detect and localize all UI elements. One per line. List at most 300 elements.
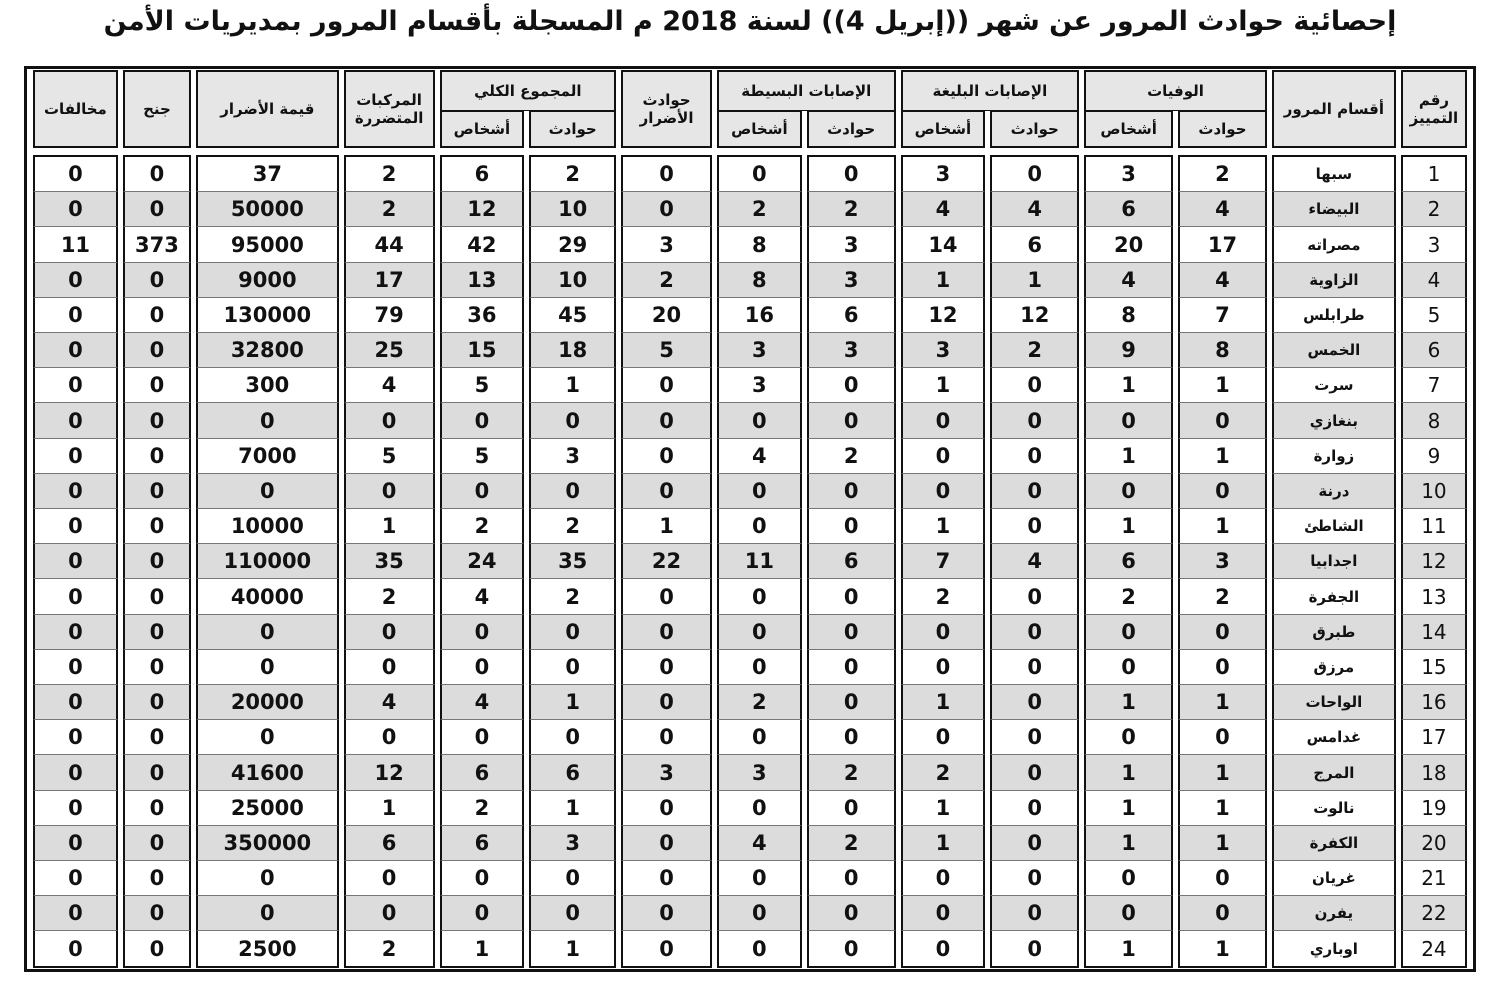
- simple-persons-cell: 0: [717, 403, 802, 438]
- severe-persons-cell: 2: [901, 755, 986, 790]
- severe-accidents-cell: 1: [990, 263, 1079, 298]
- table-row: [33, 509, 1467, 544]
- deaths-persons-cell: 20: [1084, 227, 1173, 262]
- misdemeanors-cell: 0: [123, 155, 191, 192]
- severe-accidents-cell: 0: [990, 931, 1079, 968]
- table-row: [33, 720, 1467, 755]
- misdemeanors-cell: 0: [123, 826, 191, 861]
- simple-persons-cell: 0: [717, 509, 802, 544]
- severe-accidents-cell: 0: [990, 720, 1079, 755]
- violations-cell: 0: [33, 509, 118, 544]
- row-number-cell: 12: [1401, 544, 1467, 579]
- table-row: [33, 650, 1467, 685]
- deaths-accidents-cell: 1: [1178, 685, 1267, 720]
- row-number-cell: 3: [1401, 227, 1467, 262]
- damaged-vehicles-cell: 0: [344, 896, 435, 931]
- violations-cell: 0: [33, 931, 118, 968]
- damage-value-cell: 7000: [196, 439, 339, 474]
- simple-accidents-cell: 0: [807, 720, 896, 755]
- deaths-accidents-cell: 4: [1178, 192, 1267, 227]
- header-simple-injuries: الإصابات البسيطة: [717, 70, 896, 111]
- simple-persons-cell: 0: [717, 896, 802, 931]
- section-name-cell: غدامس: [1272, 720, 1396, 755]
- severe-accidents-cell: 0: [990, 685, 1079, 720]
- header-total: المجموع الكلي: [440, 70, 617, 111]
- deaths-accidents-cell: 0: [1178, 861, 1267, 896]
- deaths-accidents-cell: 4: [1178, 263, 1267, 298]
- violations-cell: 0: [33, 755, 118, 790]
- total-persons-cell: 0: [440, 474, 525, 509]
- deaths-persons-cell: 0: [1084, 403, 1173, 438]
- total-persons-cell: 4: [440, 579, 525, 614]
- table-row: [33, 155, 1467, 192]
- header-deaths: الوفيات: [1084, 70, 1267, 111]
- row-number-cell: 11: [1401, 509, 1467, 544]
- damage-value-cell: 41600: [196, 755, 339, 790]
- header-number: رقم التمييز: [1401, 70, 1467, 148]
- row-number-cell: 7: [1401, 368, 1467, 403]
- simple-persons-cell: 4: [717, 826, 802, 861]
- damage-value-cell: 350000: [196, 826, 339, 861]
- simple-persons-cell: 2: [717, 192, 802, 227]
- misdemeanors-cell: 0: [123, 579, 191, 614]
- misdemeanors-cell: 0: [123, 474, 191, 509]
- damaged-vehicles-cell: 0: [344, 615, 435, 650]
- row-number-cell: 24: [1401, 931, 1467, 968]
- total-persons-cell: 0: [440, 720, 525, 755]
- damaged-vehicles-cell: 2: [344, 155, 435, 192]
- severe-accidents-cell: 0: [990, 650, 1079, 685]
- damage-value-cell: 20000: [196, 685, 339, 720]
- severe-persons-cell: 0: [901, 720, 986, 755]
- table-row: [33, 931, 1467, 968]
- row-number-cell: 14: [1401, 615, 1467, 650]
- severe-persons-cell: 3: [901, 333, 986, 368]
- misdemeanors-cell: 0: [123, 931, 191, 968]
- severe-accidents-cell: 0: [990, 755, 1079, 790]
- section-name-cell: طرابلس: [1272, 298, 1396, 333]
- row-number-cell: 15: [1401, 650, 1467, 685]
- damage-accidents-cell: 0: [621, 685, 712, 720]
- deaths-accidents-cell: 7: [1178, 298, 1267, 333]
- section-name-cell: سبها: [1272, 155, 1396, 192]
- header-violations: مخالفات: [33, 70, 118, 148]
- violations-cell: 0: [33, 263, 118, 298]
- damaged-vehicles-cell: 1: [344, 509, 435, 544]
- deaths-accidents-cell: 1: [1178, 791, 1267, 826]
- violations-cell: 0: [33, 791, 118, 826]
- severe-accidents-cell: 0: [990, 896, 1079, 931]
- violations-cell: 0: [33, 896, 118, 931]
- table-row: [33, 755, 1467, 790]
- section-name-cell: اجدابيا: [1272, 544, 1396, 579]
- simple-persons-cell: 0: [717, 861, 802, 896]
- severe-persons-cell: 2: [901, 579, 986, 614]
- table-row: [33, 474, 1467, 509]
- damaged-vehicles-cell: 2: [344, 192, 435, 227]
- damage-value-cell: 2500: [196, 931, 339, 968]
- misdemeanors-cell: 0: [123, 650, 191, 685]
- table-row: [33, 227, 1467, 262]
- total-accidents-cell: 29: [529, 227, 616, 262]
- row-number-cell: 13: [1401, 579, 1467, 614]
- deaths-persons-cell: 1: [1084, 368, 1173, 403]
- violations-cell: 0: [33, 333, 118, 368]
- simple-persons-cell: 3: [717, 368, 802, 403]
- simple-persons-cell: 8: [717, 227, 802, 262]
- table-row: [33, 685, 1467, 720]
- deaths-accidents-cell: 0: [1178, 615, 1267, 650]
- damage-accidents-cell: 0: [621, 861, 712, 896]
- section-name-cell: درنة: [1272, 474, 1396, 509]
- damage-value-cell: 50000: [196, 192, 339, 227]
- misdemeanors-cell: 0: [123, 791, 191, 826]
- simple-persons-cell: 4: [717, 439, 802, 474]
- violations-cell: 0: [33, 403, 118, 438]
- deaths-persons-cell: 6: [1084, 544, 1173, 579]
- simple-accidents-cell: 0: [807, 579, 896, 614]
- severe-persons-cell: 1: [901, 826, 986, 861]
- damage-accidents-cell: 0: [621, 155, 712, 192]
- total-accidents-cell: 0: [529, 403, 616, 438]
- severe-persons-cell: 7: [901, 544, 986, 579]
- section-name-cell: غريان: [1272, 861, 1396, 896]
- deaths-persons-cell: 3: [1084, 155, 1173, 192]
- total-persons-cell: 0: [440, 896, 525, 931]
- simple-accidents-cell: 2: [807, 192, 896, 227]
- damaged-vehicles-cell: 2: [344, 931, 435, 968]
- damaged-vehicles-cell: 0: [344, 403, 435, 438]
- total-accidents-cell: 1: [529, 931, 616, 968]
- row-number-cell: 10: [1401, 474, 1467, 509]
- simple-persons-cell: 16: [717, 298, 802, 333]
- simple-accidents-cell: 0: [807, 896, 896, 931]
- simple-accidents-cell: 6: [807, 544, 896, 579]
- row-number-cell: 22: [1401, 896, 1467, 931]
- violations-cell: 0: [33, 720, 118, 755]
- misdemeanors-cell: 0: [123, 509, 191, 544]
- misdemeanors-cell: 0: [123, 615, 191, 650]
- simple-accidents-cell: 0: [807, 685, 896, 720]
- table-row: [33, 263, 1467, 298]
- damage-value-cell: 0: [196, 720, 339, 755]
- damage-accidents-cell: 0: [621, 720, 712, 755]
- deaths-accidents-cell: 0: [1178, 896, 1267, 931]
- deaths-accidents-cell: 1: [1178, 368, 1267, 403]
- simple-accidents-cell: 0: [807, 474, 896, 509]
- row-number-cell: 19: [1401, 791, 1467, 826]
- table-body: [33, 155, 1467, 968]
- damage-accidents-cell: 0: [621, 439, 712, 474]
- deaths-persons-cell: 0: [1084, 650, 1173, 685]
- row-number-cell: 18: [1401, 755, 1467, 790]
- damaged-vehicles-cell: 4: [344, 368, 435, 403]
- damaged-vehicles-cell: 79: [344, 298, 435, 333]
- damage-accidents-cell: 1: [621, 509, 712, 544]
- damage-accidents-cell: 0: [621, 192, 712, 227]
- deaths-persons-cell: 1: [1084, 685, 1173, 720]
- simple-accidents-cell: 0: [807, 650, 896, 685]
- damage-value-cell: 110000: [196, 544, 339, 579]
- damage-value-cell: 0: [196, 650, 339, 685]
- deaths-accidents-cell: 0: [1178, 720, 1267, 755]
- total-accidents-cell: 18: [529, 333, 616, 368]
- misdemeanors-cell: 0: [123, 861, 191, 896]
- severe-persons-cell: 1: [901, 791, 986, 826]
- total-accidents-cell: 1: [529, 685, 616, 720]
- damage-value-cell: 0: [196, 474, 339, 509]
- subheader-persons: أشخاص: [440, 111, 525, 148]
- total-accidents-cell: 2: [529, 155, 616, 192]
- section-name-cell: الجفرة: [1272, 579, 1396, 614]
- severe-accidents-cell: 4: [990, 192, 1079, 227]
- section-name-cell: زوارة: [1272, 439, 1396, 474]
- damage-accidents-cell: 0: [621, 896, 712, 931]
- violations-cell: 0: [33, 298, 118, 333]
- total-persons-cell: 6: [440, 755, 525, 790]
- table-row: [33, 861, 1467, 896]
- deaths-accidents-cell: 0: [1178, 403, 1267, 438]
- total-persons-cell: 0: [440, 403, 525, 438]
- simple-persons-cell: 0: [717, 791, 802, 826]
- total-accidents-cell: 0: [529, 474, 616, 509]
- damaged-vehicles-cell: 4: [344, 685, 435, 720]
- severe-accidents-cell: 0: [990, 861, 1079, 896]
- deaths-persons-cell: 1: [1084, 791, 1173, 826]
- table-row: [33, 333, 1467, 368]
- simple-accidents-cell: 2: [807, 439, 896, 474]
- damage-value-cell: 25000: [196, 791, 339, 826]
- simple-persons-cell: 0: [717, 720, 802, 755]
- total-persons-cell: 13: [440, 263, 525, 298]
- deaths-persons-cell: 1: [1084, 931, 1173, 968]
- damage-value-cell: 40000: [196, 579, 339, 614]
- simple-persons-cell: 0: [717, 615, 802, 650]
- severe-persons-cell: 14: [901, 227, 986, 262]
- section-name-cell: نالوت: [1272, 791, 1396, 826]
- damage-accidents-cell: 0: [621, 368, 712, 403]
- deaths-persons-cell: 1: [1084, 755, 1173, 790]
- total-persons-cell: 5: [440, 439, 525, 474]
- damaged-vehicles-cell: 2: [344, 579, 435, 614]
- section-name-cell: الخمس: [1272, 333, 1396, 368]
- total-accidents-cell: 1: [529, 791, 616, 826]
- damage-value-cell: 0: [196, 615, 339, 650]
- violations-cell: 0: [33, 155, 118, 192]
- table-row: [33, 298, 1467, 333]
- row-number-cell: 1: [1401, 155, 1467, 192]
- simple-persons-cell: 0: [717, 155, 802, 192]
- simple-accidents-cell: 2: [807, 826, 896, 861]
- section-name-cell: الواحات: [1272, 685, 1396, 720]
- misdemeanors-cell: 0: [123, 263, 191, 298]
- damage-accidents-cell: 0: [621, 474, 712, 509]
- table-row: [33, 579, 1467, 614]
- header-damaged-vehicles: المركبات المتضررة: [344, 70, 435, 148]
- severe-accidents-cell: 0: [990, 826, 1079, 861]
- severe-persons-cell: 3: [901, 155, 986, 192]
- simple-accidents-cell: 2: [807, 755, 896, 790]
- damage-value-cell: 130000: [196, 298, 339, 333]
- damage-value-cell: 9000: [196, 263, 339, 298]
- damage-accidents-cell: 2: [621, 263, 712, 298]
- section-name-cell: مصراته: [1272, 227, 1396, 262]
- severe-accidents-cell: 4: [990, 544, 1079, 579]
- violations-cell: 0: [33, 826, 118, 861]
- deaths-accidents-cell: 1: [1178, 439, 1267, 474]
- deaths-persons-cell: 4: [1084, 263, 1173, 298]
- severe-accidents-cell: 0: [990, 368, 1079, 403]
- table-row: [33, 403, 1467, 438]
- misdemeanors-cell: 0: [123, 368, 191, 403]
- simple-accidents-cell: 3: [807, 263, 896, 298]
- severe-accidents-cell: 12: [990, 298, 1079, 333]
- section-name-cell: مرزق: [1272, 650, 1396, 685]
- simple-accidents-cell: 3: [807, 227, 896, 262]
- misdemeanors-cell: 0: [123, 896, 191, 931]
- severe-accidents-cell: 0: [990, 474, 1079, 509]
- damage-value-cell: 37: [196, 155, 339, 192]
- violations-cell: 0: [33, 544, 118, 579]
- deaths-persons-cell: 0: [1084, 896, 1173, 931]
- total-accidents-cell: 3: [529, 826, 616, 861]
- total-persons-cell: 42: [440, 227, 525, 262]
- total-accidents-cell: 2: [529, 509, 616, 544]
- simple-persons-cell: 0: [717, 579, 802, 614]
- damage-accidents-cell: 0: [621, 931, 712, 968]
- total-persons-cell: 6: [440, 155, 525, 192]
- misdemeanors-cell: 373: [123, 227, 191, 262]
- row-number-cell: 8: [1401, 403, 1467, 438]
- severe-accidents-cell: 6: [990, 227, 1079, 262]
- severe-accidents-cell: 0: [990, 509, 1079, 544]
- misdemeanors-cell: 0: [123, 439, 191, 474]
- header-misdemeanors: جنح: [123, 70, 191, 148]
- deaths-accidents-cell: 1: [1178, 826, 1267, 861]
- simple-accidents-cell: 0: [807, 791, 896, 826]
- total-accidents-cell: 35: [529, 544, 616, 579]
- simple-accidents-cell: 0: [807, 931, 896, 968]
- section-name-cell: يفرن: [1272, 896, 1396, 931]
- deaths-accidents-cell: 1: [1178, 931, 1267, 968]
- subheader-accidents: حوادث: [807, 111, 896, 148]
- total-persons-cell: 15: [440, 333, 525, 368]
- simple-accidents-cell: 0: [807, 509, 896, 544]
- total-persons-cell: 2: [440, 509, 525, 544]
- total-accidents-cell: 0: [529, 650, 616, 685]
- violations-cell: 11: [33, 227, 118, 262]
- violations-cell: 0: [33, 650, 118, 685]
- severe-persons-cell: 0: [901, 896, 986, 931]
- severe-persons-cell: 0: [901, 615, 986, 650]
- row-number-cell: 4: [1401, 263, 1467, 298]
- simple-persons-cell: 11: [717, 544, 802, 579]
- damaged-vehicles-cell: 1: [344, 791, 435, 826]
- severe-persons-cell: 1: [901, 368, 986, 403]
- severe-accidents-cell: 0: [990, 579, 1079, 614]
- row-number-cell: 6: [1401, 333, 1467, 368]
- header-damage-accidents: حوادث الأضرار: [621, 70, 712, 148]
- damaged-vehicles-cell: 35: [344, 544, 435, 579]
- deaths-persons-cell: 8: [1084, 298, 1173, 333]
- deaths-accidents-cell: 2: [1178, 155, 1267, 192]
- simple-accidents-cell: 0: [807, 861, 896, 896]
- section-name-cell: المرج: [1272, 755, 1396, 790]
- section-name-cell: بنغازي: [1272, 403, 1396, 438]
- misdemeanors-cell: 0: [123, 333, 191, 368]
- severe-accidents-cell: 0: [990, 439, 1079, 474]
- damage-value-cell: 0: [196, 861, 339, 896]
- severe-accidents-cell: 0: [990, 791, 1079, 826]
- table-row: [33, 826, 1467, 861]
- damage-accidents-cell: 0: [621, 579, 712, 614]
- simple-persons-cell: 8: [717, 263, 802, 298]
- damage-accidents-cell: 22: [621, 544, 712, 579]
- total-accidents-cell: 45: [529, 298, 616, 333]
- row-number-cell: 21: [1401, 861, 1467, 896]
- misdemeanors-cell: 0: [123, 544, 191, 579]
- violations-cell: 0: [33, 615, 118, 650]
- header-severe-injuries: الإصابات البليغة: [901, 70, 1080, 111]
- total-accidents-cell: 6: [529, 755, 616, 790]
- deaths-accidents-cell: 0: [1178, 650, 1267, 685]
- section-name-cell: البيضاء: [1272, 192, 1396, 227]
- damage-value-cell: 32800: [196, 333, 339, 368]
- deaths-persons-cell: 0: [1084, 474, 1173, 509]
- severe-persons-cell: 0: [901, 650, 986, 685]
- deaths-persons-cell: 0: [1084, 720, 1173, 755]
- simple-accidents-cell: 3: [807, 333, 896, 368]
- severe-accidents-cell: 2: [990, 333, 1079, 368]
- subheader-persons: أشخاص: [901, 111, 986, 148]
- simple-persons-cell: 0: [717, 650, 802, 685]
- violations-cell: 0: [33, 474, 118, 509]
- damage-accidents-cell: 3: [621, 227, 712, 262]
- misdemeanors-cell: 0: [123, 298, 191, 333]
- damage-value-cell: 10000: [196, 509, 339, 544]
- severe-accidents-cell: 0: [990, 615, 1079, 650]
- violations-cell: 0: [33, 579, 118, 614]
- page-title: إحصائية حوادث المرور عن شهر ((إبريل 4)) لسنة 2018 م المسجلة بأقسام المرور بمديريات الأمن: [103, 6, 1397, 37]
- damaged-vehicles-cell: 0: [344, 861, 435, 896]
- header-damage-value: قيمة الأضرار: [196, 70, 339, 148]
- table-row: [33, 615, 1467, 650]
- table-row: [33, 544, 1467, 579]
- total-accidents-cell: 0: [529, 720, 616, 755]
- table-row: [33, 439, 1467, 474]
- deaths-accidents-cell: 2: [1178, 579, 1267, 614]
- deaths-persons-cell: 1: [1084, 826, 1173, 861]
- violations-cell: 0: [33, 685, 118, 720]
- total-persons-cell: 0: [440, 650, 525, 685]
- deaths-accidents-cell: 17: [1178, 227, 1267, 262]
- simple-persons-cell: 3: [717, 755, 802, 790]
- damaged-vehicles-cell: 0: [344, 720, 435, 755]
- severe-persons-cell: 0: [901, 403, 986, 438]
- simple-accidents-cell: 0: [807, 155, 896, 192]
- subheader-persons: أشخاص: [1084, 111, 1173, 148]
- deaths-persons-cell: 1: [1084, 509, 1173, 544]
- deaths-accidents-cell: 1: [1178, 509, 1267, 544]
- violations-cell: 0: [33, 368, 118, 403]
- row-number-cell: 9: [1401, 439, 1467, 474]
- misdemeanors-cell: 0: [123, 192, 191, 227]
- total-accidents-cell: 2: [529, 579, 616, 614]
- subheader-persons: أشخاص: [717, 111, 802, 148]
- damaged-vehicles-cell: 17: [344, 263, 435, 298]
- damage-accidents-cell: 3: [621, 755, 712, 790]
- total-persons-cell: 0: [440, 861, 525, 896]
